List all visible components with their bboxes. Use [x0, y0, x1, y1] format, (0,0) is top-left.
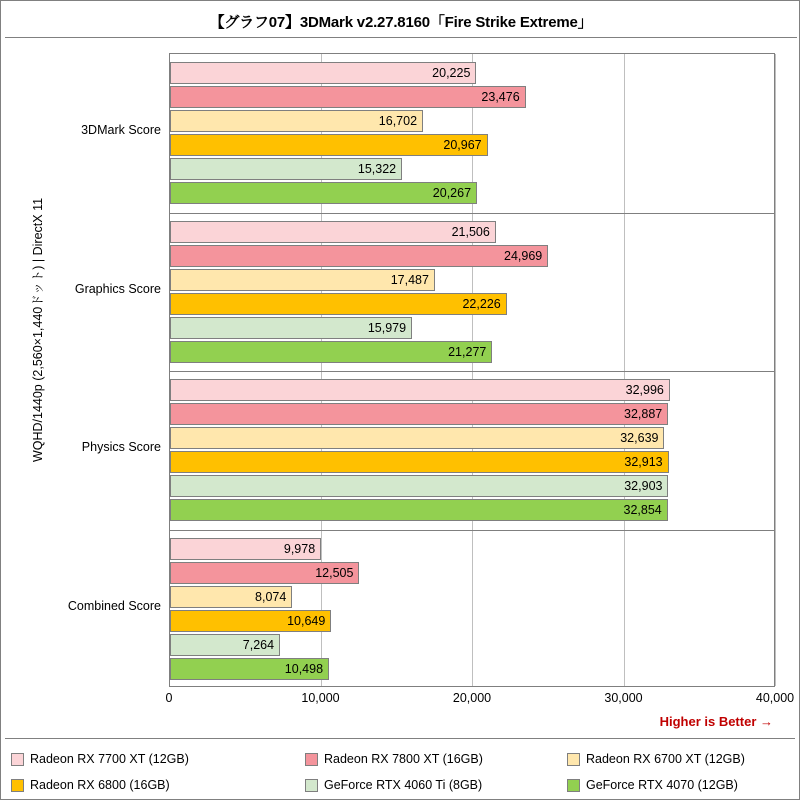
- bar-value-label: 20,267: [432, 186, 472, 201]
- legend-swatch: [11, 753, 24, 766]
- bar: [170, 475, 668, 497]
- bar-value-label: 20,967: [443, 138, 482, 153]
- legend-item: [305, 749, 483, 769]
- bar: [170, 403, 668, 425]
- bar-value-label: 15,979: [367, 320, 407, 335]
- bar-value-label: 32,903: [624, 479, 663, 494]
- bar: [170, 427, 664, 449]
- bar-value-label: 24,969: [504, 248, 543, 263]
- bar-value-label: 22,226: [462, 296, 501, 311]
- bar: [170, 182, 477, 204]
- group-separator: [170, 371, 774, 372]
- bar: [170, 62, 476, 84]
- bar: [170, 221, 496, 243]
- y-axis-category-label: Physics Score: [81, 440, 161, 455]
- bar-value-label: 15,322: [357, 162, 397, 177]
- bar-value-label: 32,913: [624, 455, 663, 470]
- bar: [170, 451, 669, 473]
- bar-value-label: 10,498: [284, 661, 324, 676]
- y-axis-category-label: 3DMark Score: [81, 123, 161, 138]
- legend-label: Radeon RX 7800 XT (16GB): [324, 752, 483, 766]
- bar-value-label: 10,649: [287, 613, 326, 628]
- legend-label: GeForce RTX 4060 Ti (8GB): [324, 778, 483, 792]
- y-axis-category-label: Graphics Score: [74, 281, 161, 296]
- legend-label: Radeon RX 6700 XT (12GB): [586, 752, 745, 766]
- chart-title: 【グラフ07】3DMark v2.27.8160「Fire Strike Extreme」: [209, 14, 593, 31]
- bar: [170, 245, 548, 267]
- legend-swatch: [305, 779, 318, 792]
- legend-label: Radeon RX 7700 XT (12GB): [30, 752, 189, 766]
- bar-value-label: 17,487: [390, 272, 429, 287]
- legend-item: [305, 775, 482, 795]
- legend-label: Radeon RX 6800 (16GB): [30, 778, 170, 792]
- bar-value-label: 32,887: [624, 407, 663, 422]
- x-gridline: [775, 54, 776, 686]
- plot-area: [169, 53, 775, 687]
- bar: [170, 134, 488, 156]
- bar: [170, 293, 507, 315]
- x-axis-tick-label: 30,000: [604, 691, 643, 705]
- bar: [170, 499, 668, 521]
- group-separator: [170, 213, 774, 214]
- bar-value-label: 9,978: [283, 541, 316, 556]
- legend-item: [567, 775, 738, 795]
- legend-swatch: [305, 753, 318, 766]
- higher-is-better-note: Higher is Better →: [659, 714, 773, 729]
- legend-swatch: [567, 779, 580, 792]
- chart-legend: [5, 738, 795, 796]
- bar-value-label: 21,506: [451, 224, 490, 239]
- bar-value-label: 12,505: [315, 565, 354, 580]
- legend-swatch: [567, 753, 580, 766]
- legend-item: [11, 749, 189, 769]
- bar-value-label: 7,264: [242, 637, 275, 652]
- bar-value-label: 21,277: [448, 344, 487, 359]
- bar: [170, 86, 526, 108]
- x-axis-tick-label: 40,000: [755, 691, 795, 705]
- bar: [170, 379, 670, 401]
- y-axis-category-label: Combined Score: [67, 598, 161, 613]
- x-axis-tick-label: 10,000: [301, 691, 340, 705]
- legend-item: [567, 749, 745, 769]
- x-gridline: [624, 54, 625, 686]
- legend-label: GeForce RTX 4070 (12GB): [586, 778, 738, 792]
- title-divider: [5, 37, 797, 38]
- legend-item: [11, 775, 170, 795]
- bar-value-label: 23,476: [481, 90, 520, 105]
- group-separator: [170, 530, 774, 531]
- bar-value-label: 32,639: [620, 431, 659, 446]
- bar-value-label: 16,702: [378, 114, 418, 129]
- legend-swatch: [11, 779, 24, 792]
- y-axis-label: WQHD/1440p (2,560×1,440ドット) | DirectX 11: [31, 197, 45, 463]
- bar-value-label: 8,074: [255, 589, 287, 604]
- bar-value-label: 32,854: [623, 503, 662, 518]
- bar: [170, 341, 492, 363]
- bar-value-label: 20,225: [432, 66, 471, 81]
- x-axis-tick-label: 0: [165, 691, 173, 705]
- bar-value-label: 32,996: [625, 383, 664, 398]
- x-axis-tick-label: 20,000: [452, 691, 492, 705]
